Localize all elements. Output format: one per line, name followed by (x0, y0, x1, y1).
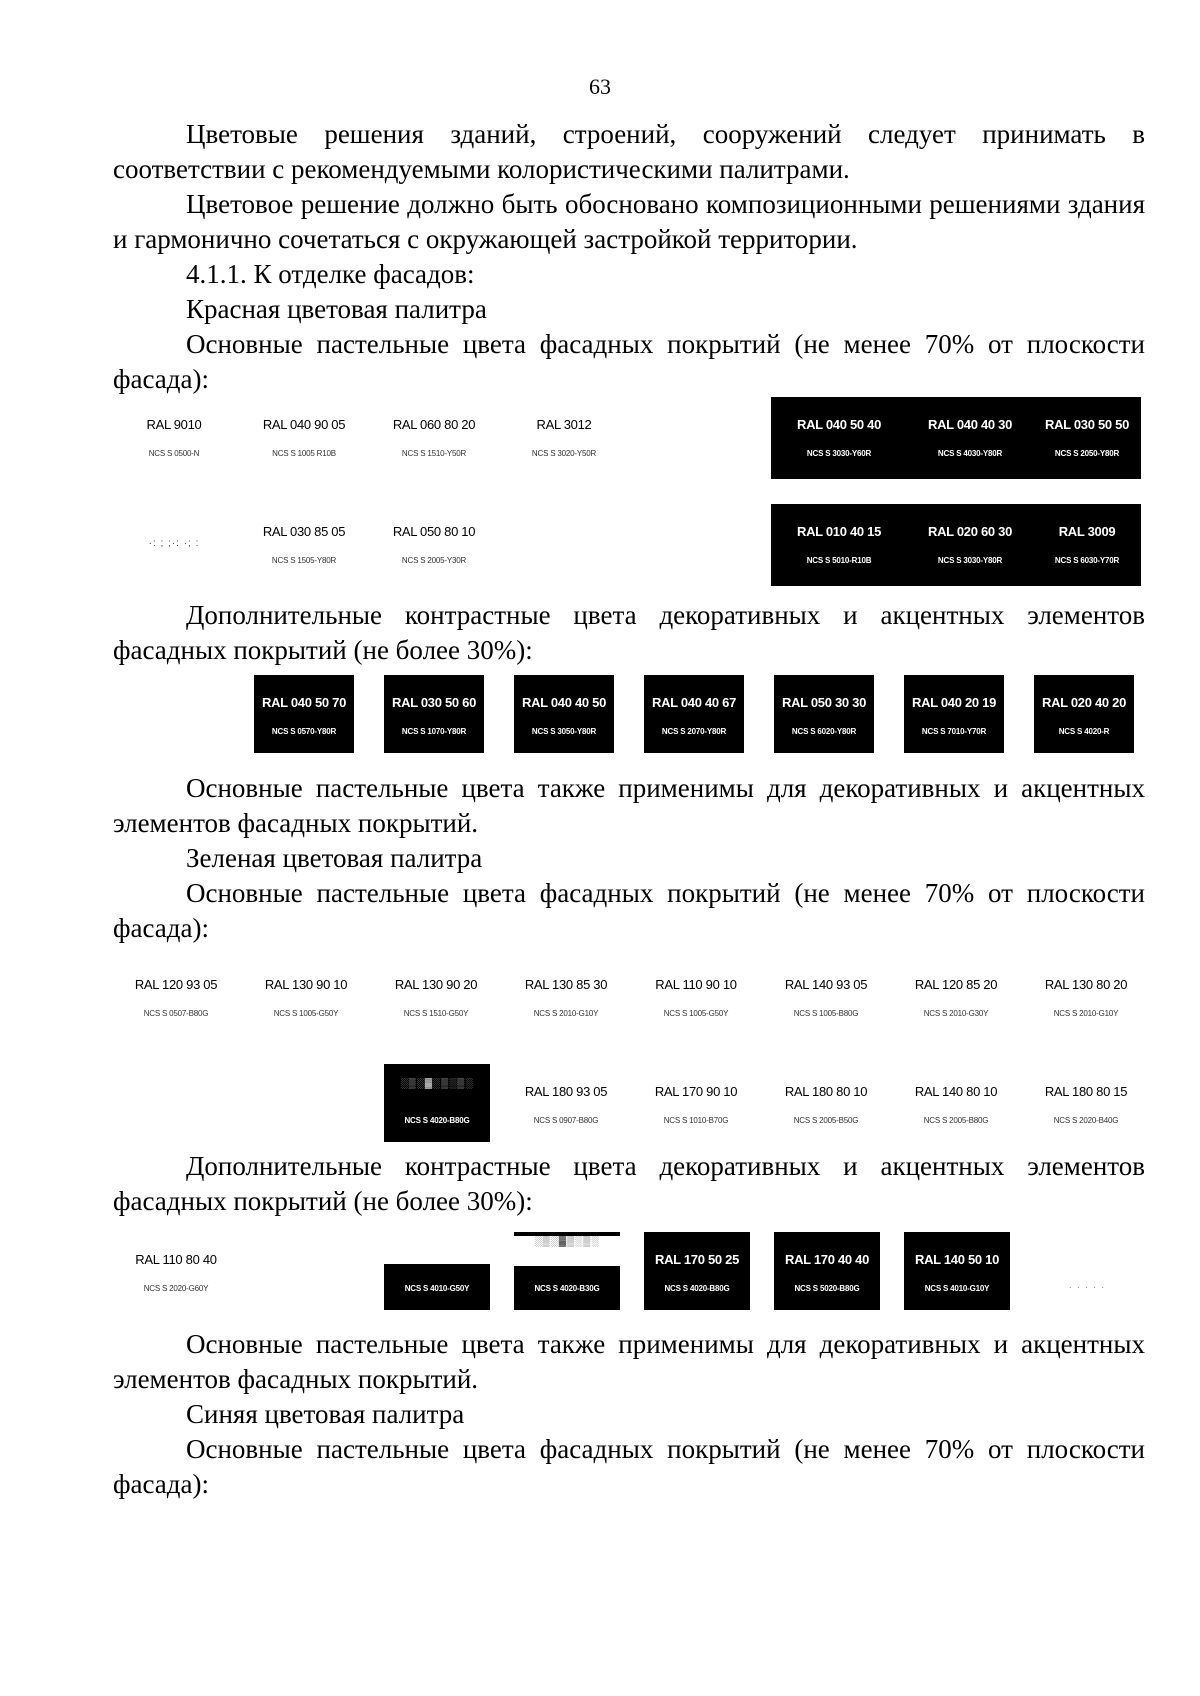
swatch (496, 397, 632, 479)
swatch-ral: RAL 9010 (146, 417, 202, 432)
swatch-ncs: NCS S 6030-Y70R (1054, 556, 1120, 565)
swatch-ral: RAL 050 30 30 (781, 695, 867, 710)
swatch-ncs: NCS S 5020-B80G (794, 1284, 860, 1293)
swatch-ral: RAL 140 93 05 (784, 977, 868, 992)
swatch-ncs: NCS S 2005-B80G (923, 1116, 989, 1125)
swatch-ral: RAL 020 60 30 (927, 524, 1013, 539)
swatch-ral: RAL 170 40 40 (784, 1252, 870, 1267)
swatch (902, 397, 1038, 479)
swatch (644, 675, 744, 753)
paragraph-green-note: Основные пастельные цвета также применимы для декоративных и акцентных элементов фасадных покрытий. (113, 1329, 1145, 1394)
paragraph-blue-main: Основные пастельные цвета фасадных покрытий (не менее 70% от плоскости фасада): (113, 1434, 1145, 1499)
swatch-ncs: NCS S 1010-B70G (663, 1116, 729, 1125)
swatch-ncs: NCS S 4020-B80G (404, 1116, 470, 1125)
swatch-ral: RAL 170 90 10 (654, 1084, 738, 1099)
swatch-ncs: NCS S 4010-G10Y (924, 1284, 990, 1293)
swatch-ral: RAL 180 93 05 (524, 1084, 608, 1099)
smudge-mark: ░▒░▓░▒░▒░ (400, 1078, 474, 1089)
swatch-ral: RAL 020 40 20 (1041, 695, 1127, 710)
swatch-ral: RAL 130 90 20 (394, 977, 478, 992)
swatch-ncs: NCS S 2020-G60Y (143, 1284, 209, 1293)
palette-heading-blue: Синяя цветовая палитра (186, 1399, 465, 1429)
swatch (644, 1232, 750, 1310)
swatch (506, 957, 626, 1039)
swatch-ncs: NCS S 2005-B50G (793, 1116, 859, 1125)
swatch-ral: RAL 040 90 05 (262, 417, 346, 432)
swatch-ral: RAL 040 20 19 (911, 695, 997, 710)
swatch-ral: RAL 130 90 10 (264, 977, 348, 992)
swatch (1034, 675, 1134, 753)
swatch-ncs: NCS S 0907-B80G (533, 1116, 599, 1125)
swatch (376, 957, 496, 1039)
swatch-ncs: NCS S 1070-Y80R (401, 727, 467, 736)
smudge-mark: ·: ; ;·: ·; : (148, 538, 200, 549)
swatch-ral: RAL 180 80 15 (1044, 1084, 1128, 1099)
swatch-ncs: NCS S 2070-Y80R (661, 727, 727, 736)
swatch-ncs: NCS S 2010-G10Y (533, 1009, 599, 1018)
swatch (1026, 1064, 1146, 1146)
swatch-ral: RAL 120 93 05 (134, 977, 218, 992)
swatch (636, 1064, 756, 1146)
swatch (1033, 397, 1141, 479)
swatch-ral: RAL 140 80 10 (914, 1084, 998, 1099)
swatch (771, 504, 907, 586)
swatch-ral: RAL 040 40 67 (651, 695, 737, 710)
swatch (904, 675, 1004, 753)
swatch (904, 1232, 1010, 1310)
swatch-ncs: NCS S 3020-Y50R (531, 449, 597, 458)
swatch-ncs: NCS S 0500-N (148, 449, 200, 458)
swatch (254, 675, 354, 753)
swatch-ral: RAL 040 40 50 (521, 695, 607, 710)
swatch-ral: RAL 040 50 70 (261, 695, 347, 710)
swatch-ral: RAL 130 85 30 (524, 977, 608, 992)
swatch (766, 1064, 886, 1146)
swatch-ral: RAL 170 50 25 (654, 1252, 740, 1267)
swatch-ral: RAL 140 50 10 (914, 1252, 1000, 1267)
swatch-smudged (1034, 1232, 1140, 1310)
swatch-ral: RAL 040 40 30 (927, 417, 1013, 432)
swatch (106, 397, 242, 479)
swatch (636, 957, 756, 1039)
swatch-smudged (106, 504, 242, 586)
swatch-ncs: NCS S 5010-R10B (806, 556, 872, 565)
swatch-ncs: NCS S 2050-Y80R (1054, 449, 1120, 458)
swatch-ncs: NCS S 1005-B80G (793, 1009, 859, 1018)
smudge-mark: ░▒░▓▒░▒░ (514, 1236, 620, 1266)
swatch-ncs: NCS S 4020-B80G (664, 1284, 730, 1293)
swatch-ncs: NCS S 1510-Y50R (401, 449, 467, 458)
swatch-ral: RAL 030 85 05 (262, 524, 346, 539)
paragraph-red-main: Основные пастельные цвета фасадных покрытий (не менее 70% от плоскости фасада): (113, 329, 1145, 394)
swatch (506, 1064, 626, 1146)
swatch-ral: RAL 030 50 60 (391, 695, 477, 710)
swatch-ral: RAL 130 80 20 (1044, 977, 1128, 992)
swatch-ncs: NCS S 1505-Y80R (271, 556, 337, 565)
swatch-ncs: NCS S 2010-G10Y (1053, 1009, 1119, 1018)
palette-heading-red: Красная цветовая палитра (186, 294, 487, 324)
swatch-ncs: NCS S 3030-Y80R (937, 556, 1003, 565)
swatch-ral: RAL 3012 (536, 417, 592, 432)
swatch-ral: RAL 110 80 40 (135, 1252, 217, 1267)
swatch-ncs: NCS S 1005-G50Y (273, 1009, 339, 1018)
swatch-ncs: NCS S 0507-B80G (143, 1009, 209, 1018)
swatch-smudged (384, 1064, 490, 1142)
swatch-ncs: NCS S 6020-Y80R (791, 727, 857, 736)
swatch (236, 397, 372, 479)
swatch-ncs: NCS S 2005-Y30R (401, 556, 467, 565)
section-heading-facades: 4.1.1. К отделке фасадов: (186, 259, 475, 289)
swatch-ncs: NCS S 4010-G50Y (404, 1284, 470, 1293)
paragraph-red-extra: Дополнительные контрастные цвета декоративных и акцентных элементов фасадных покрытий (не более 30%): (113, 600, 1145, 665)
swatch-ncs: NCS S 3050-Y80R (531, 727, 597, 736)
swatch (774, 1232, 880, 1310)
swatch (384, 675, 484, 753)
swatch-ral: RAL 180 80 10 (784, 1084, 868, 1099)
swatch (896, 1064, 1016, 1146)
swatch (366, 397, 502, 479)
swatch-ncs: NCS S 4020-R (1058, 727, 1110, 736)
swatch (1026, 957, 1146, 1039)
swatch-ncs: NCS S 1005-G50Y (663, 1009, 729, 1018)
page-number: 63 (589, 74, 611, 99)
swatch (366, 504, 502, 586)
paragraph-intro: Цветовые решения зданий, строений, сооружений следует принимать в соответствии с рекомендуемыми колористическими палитрами. (113, 119, 1145, 184)
swatch-ncs: NCS S 4020-B30G (534, 1284, 600, 1293)
swatch-ncs: NCS S 2020-B40G (1053, 1116, 1119, 1125)
swatch-ral: RAL 040 50 40 (796, 417, 882, 432)
swatch-ncs: NCS S 7010-Y70R (921, 727, 987, 736)
swatch (116, 957, 236, 1039)
swatch-ral: RAL 110 90 10 (655, 977, 737, 992)
swatch-ral: RAL 3009 (1058, 524, 1116, 539)
swatch (246, 957, 366, 1039)
swatch-ncs: NCS S 0570-Y80R (271, 727, 337, 736)
swatch-ncs: NCS S 1005 R10B (272, 449, 336, 458)
swatch-ncs: NCS S 3030-Y60R (806, 449, 872, 458)
swatch (902, 504, 1038, 586)
swatch-ral: RAL 050 80 10 (392, 524, 476, 539)
swatch (771, 397, 907, 479)
swatch (116, 1232, 236, 1314)
swatch (1033, 504, 1141, 586)
swatch-ncs: NCS S 1510-G50Y (403, 1009, 469, 1018)
swatch (896, 957, 1016, 1039)
swatch (774, 675, 874, 753)
palette-heading-green: Зеленая цветовая палитра (186, 843, 483, 873)
paragraph-composition: Цветовое решение должно быть обосновано композиционными решениями здания и гармонично сочетаться с окружающей застройкой территории. (113, 189, 1145, 254)
swatch-ncs: NCS S 2010-G30Y (923, 1009, 989, 1018)
swatch-ral: RAL 010 40 15 (796, 524, 882, 539)
swatch-ral: RAL 060 80 20 (392, 417, 476, 432)
swatch-smudged (514, 1232, 620, 1310)
paragraph-red-note: Основные пастельные цвета также применимы для декоративных и акцентных элементов фасадных покрытий. (113, 773, 1145, 838)
paragraph-green-main: Основные пастельные цвета фасадных покрытий (не менее 70% от плоскости фасада): (113, 878, 1145, 943)
swatch-ncs: NCS S 4030-Y80R (937, 449, 1003, 458)
swatch (236, 504, 372, 586)
swatch (766, 957, 886, 1039)
swatch (384, 1264, 490, 1310)
swatch-ral: RAL 120 85 20 (914, 977, 998, 992)
swatch (514, 675, 614, 753)
paragraph-green-extra: Дополнительные контрастные цвета декоративных и акцентных элементов фасадных покрытий (не более 30%): (113, 1151, 1145, 1216)
swatch-ral: RAL 030 50 50 (1044, 417, 1130, 432)
smudge-mark: · · · · · (1068, 1282, 1106, 1293)
